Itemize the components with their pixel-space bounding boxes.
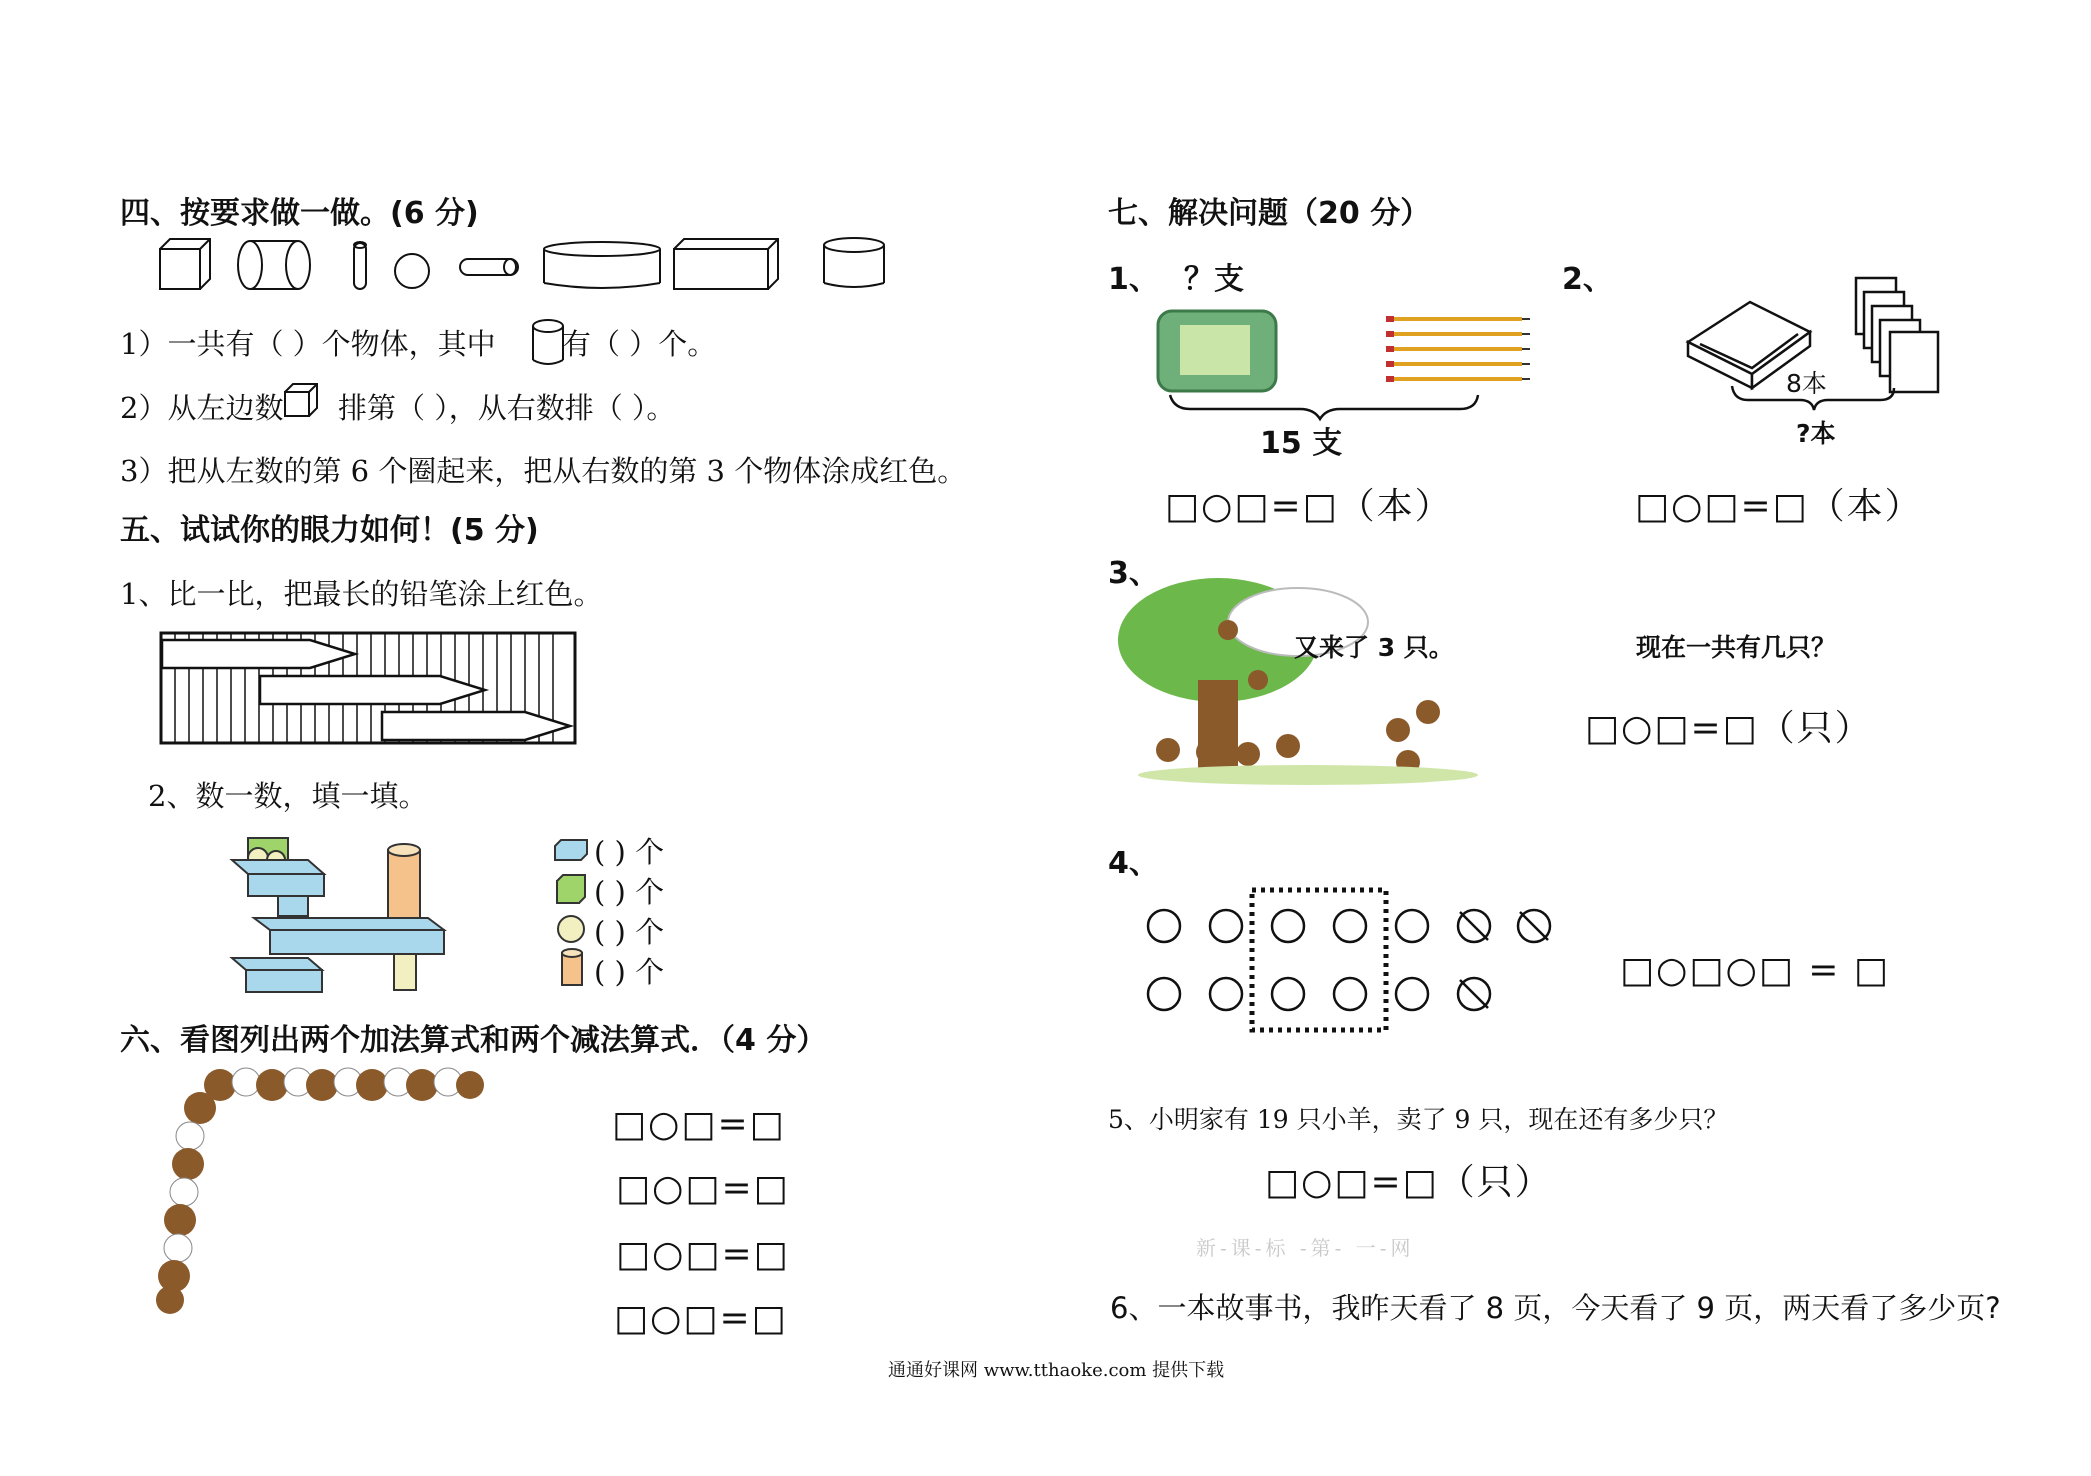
block-stack-illustration <box>228 820 448 1000</box>
s6-equation-4[interactable]: □○□=□ <box>614 1298 788 1339</box>
cube-icon <box>160 239 210 289</box>
pencil-box-illustration <box>1150 305 1550 445</box>
s6-equation-3[interactable]: □○□=□ <box>616 1234 790 1275</box>
circles-diagram <box>1140 882 1580 1032</box>
s5-question-2: 2、数一数，填一填。 <box>148 779 428 813</box>
monkeys-tree-illustration <box>1108 570 1488 790</box>
s5-question-1: 1、比一比，把最长的铅笔涂上红色。 <box>120 577 603 611</box>
sphere-icon <box>395 254 429 288</box>
solid-shapes-row <box>150 235 890 295</box>
footer-source: 通通好课网 www.tthaoke.com 提供下载 <box>888 1360 1225 1381</box>
bears-rabbits-illustration <box>150 1060 490 1320</box>
p4-label: 4、 <box>1108 846 1159 881</box>
watermark-text: 新-课-标 -第- 一-网 <box>1196 1236 1415 1260</box>
section-5-title: 五、试试你的眼力如何！(5 分) <box>120 513 539 548</box>
pencil-compare-grid <box>160 632 580 747</box>
p2-label: 2、 <box>1562 262 1613 297</box>
pencil-2 <box>260 676 485 704</box>
s6-equation-1[interactable]: □○□=□ <box>612 1104 786 1145</box>
cuboid-icon <box>674 239 778 289</box>
short-cylinder-icon <box>824 238 884 287</box>
cylinder-inline-icon <box>530 318 566 368</box>
cube-inline-icon <box>283 382 319 418</box>
p2-known-label: 8本 <box>1786 369 1827 398</box>
count-cylinder-icon <box>560 948 586 988</box>
s4-question-3: 3）把从左数的第 6 个圈起来，把从右数的第 3 个物体涂成红色。 <box>120 454 967 488</box>
p3-speech-bubble-text: 又来了 3 只。 <box>1294 633 1454 662</box>
s6-equation-2[interactable]: □○□=□ <box>616 1168 790 1209</box>
p1-total-label: 15 支 <box>1260 426 1343 461</box>
p2-question-label: ?本 <box>1796 419 1836 448</box>
count-row-sphere: ( ) 个 <box>594 915 665 949</box>
p1-label: 1、 <box>1108 262 1159 297</box>
p6-question: 6、一本故事书，我昨天看了 8 页，今天看了 9 页，两天看了多少页? <box>1110 1291 2001 1325</box>
flat-cylinder-icon <box>544 242 660 288</box>
p3-equation[interactable]: □○□=□（只） <box>1585 708 1873 749</box>
s4-question-1a: 1）一共有（ ）个物体，其中 <box>120 327 496 361</box>
p1-equation[interactable]: □○□=□（本） <box>1165 486 1453 527</box>
pencil-3 <box>382 712 570 740</box>
count-cuboid-icon <box>553 838 589 864</box>
section-6-title: 六、看图列出两个加法算式和两个减法算式．（4 分） <box>120 1023 827 1058</box>
thin-cylinder-icon <box>354 242 366 289</box>
p3-question: 现在一共有几只？ <box>1636 633 1837 662</box>
p4-equation[interactable]: □○□○□ = □ <box>1620 950 1890 991</box>
p1-question: ？支 <box>1184 262 1244 297</box>
section-7-title: 七、解决问题（20 分） <box>1108 196 1431 231</box>
section-4-title: 四、按要求做一做。(6 分) <box>120 196 479 231</box>
count-row-cube: ( ) 个 <box>594 875 665 909</box>
count-row-cuboid: ( ) 个 <box>594 835 665 869</box>
s4-question-2a: 2）从左边数 <box>120 391 284 425</box>
count-row-cylinder: ( ) 个 <box>594 955 665 989</box>
small-cylinder-icon <box>460 259 518 275</box>
pencil-1 <box>162 640 355 668</box>
p5-question: 5、小明家有 19 只小羊，卖了 9 只，现在还有多少只？ <box>1108 1105 1729 1134</box>
count-cube-icon <box>555 873 587 905</box>
cylinder-lying-icon <box>238 241 310 289</box>
p3-label: 3、 <box>1108 556 1159 591</box>
s4-question-1b: 有（ ）个。 <box>562 327 717 361</box>
s4-question-2b: 排第（ ），从右数排（ ）。 <box>338 391 676 425</box>
p2-equation[interactable]: □○□=□（本） <box>1635 486 1923 527</box>
p5-equation[interactable]: □○□=□（只） <box>1265 1162 1553 1203</box>
count-sphere-icon <box>556 914 586 944</box>
